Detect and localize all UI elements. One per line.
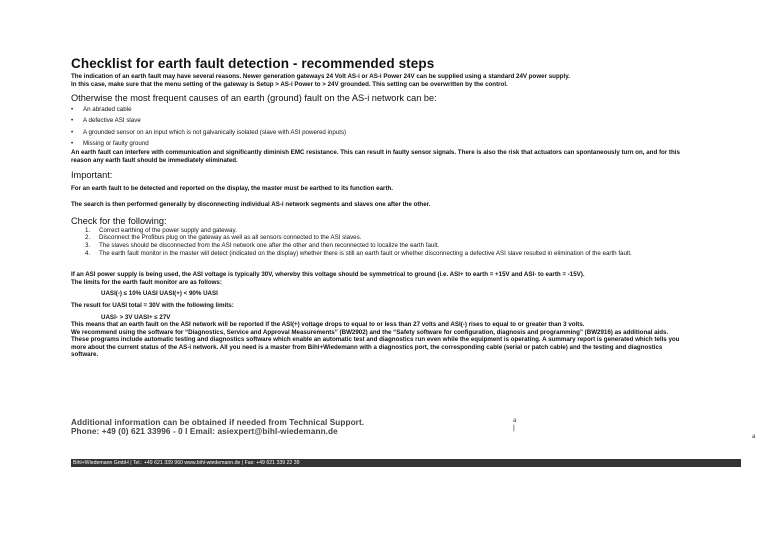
list-item — [71, 127, 741, 138]
list-item-text: A defective ASI slave — [83, 117, 141, 125]
step-text: The earth fault monitor in the master will detect (indicated on the display) whether there is still an earth fault or whether disconnecting a defective ASI slave resulted in elimination of the earth fault. — [99, 249, 632, 257]
meaning-line-2: We recommend using the software for “Diagnostics, Service and Approval Measurements” (BW2902) and the “Safety software for configuration, diagnosis and programming” (BW2916) as additional aids. — [71, 328, 669, 336]
step-number: 2. — [85, 234, 91, 242]
result-line: The result for UASI total = 30V with the following limits: — [71, 301, 234, 309]
step-text: Correct earthing of the power supply and gateway. — [99, 226, 237, 234]
list-item-text: An abraded cable — [83, 106, 132, 114]
voltage-text-2: The limits for the earth fault monitor are as follows: — [71, 278, 222, 286]
margin-mark: | — [513, 425, 515, 432]
margin-mark: a — [513, 418, 517, 424]
meaning-line-4: more about the current status of the AS-i network. All you need is a master from Bihl+Wiedemann with a diagnostics port, the corresponding cable (serial or patch cable) and the testing and diagnostics — [71, 343, 663, 351]
document-page — [71, 56, 741, 359]
important-text-1: For an earth fault to be detected and reported on the display, the master must be earthed to its function earth. — [71, 184, 394, 192]
step-text: Disconnect the Profibus plug on the gateway as well as all sensors connected to the ASI slaves. — [99, 234, 362, 242]
important-heading: Important: — [71, 169, 113, 180]
list-item — [85, 242, 741, 250]
list-item — [85, 227, 741, 235]
causes-heading: Otherwise the most frequent causes of an earth (ground) fault on the AS-i network can be: — [71, 93, 437, 104]
meaning-line-3: These programs include automatic testing and diagnostics software which enable an automatic test and diagnostics run even while the equipment is operating. A summary report is generated which tells you — [71, 336, 680, 344]
list-item-text: Missing or faulty ground — [83, 140, 149, 148]
list-item — [71, 104, 741, 115]
formula-limits: UASI(-) ≤ 10% UASI UASI(+) < 90% UASI — [101, 290, 218, 298]
step-text: The slaves should be disconnected from the ASI network one after the other and then reconnected to localize the earth fault. — [99, 241, 440, 249]
intro-line-1: The indication of an earth fault may have several reasons. Newer generation gateways 24 Volt AS-i or AS-i Power 24V can be supplied using a standard 24V power supply. — [71, 73, 570, 80]
intro-line-2: In this case, make sure that the menu setting of the gateway is Setup > AS-i Power to > 24V grounded. This setting can be overwritten by the control. — [71, 80, 508, 88]
check-heading: Check for the following: — [71, 215, 167, 226]
step-number: 3. — [85, 241, 91, 249]
page-number: a — [752, 434, 756, 440]
bullet-icon: • — [71, 128, 74, 136]
interfere-line-1: An earth fault can interfere with communication and significantly diminish EMC resistance. This can result in faulty sensor signals. There is also the risk that actuators can spontaneously turn on, and for this — [71, 149, 680, 157]
page-title: Checklist for earth fault detection - recommended steps — [71, 56, 435, 71]
meaning-line-1: This means that an earth fault on the ASI network will be reported if the ASI(+) voltage drops to equal to or less than 27 volts and ASI(-) rises to equal to or greater than 3 volts. — [71, 321, 585, 329]
meaning-line-5: software. — [71, 351, 99, 359]
step-number: 1. — [85, 226, 91, 234]
important-text-2: The search is then performed generally by disconnecting individual AS-i network segments and slaves one after the other. — [71, 201, 431, 209]
bullet-icon: • — [71, 140, 74, 148]
list-item — [85, 234, 741, 242]
support-info: Additional information can be obtained if needed from Technical Support. — [71, 418, 365, 427]
support-contact[interactable]: Phone: +49 (0) 621 33996 - 0 I Email: asiexpert@bihl-wiedemann.de — [71, 427, 338, 436]
footer-text: Bihl+Wiedemann GmbH | Tel.: +49 621 339 960 www.bihl-wiedemann.de | Fax: +49 621 339 22 39 — [73, 460, 300, 466]
causes-list — [71, 104, 741, 149]
list-item — [85, 250, 741, 258]
check-list — [71, 227, 741, 257]
list-item — [71, 138, 741, 149]
bullet-icon: • — [71, 117, 74, 125]
list-item — [71, 115, 741, 126]
voltage-text-1: If an ASI power supply is being used, the ASI voltage is typically 30V, whereby this voltage should be symmetrical to ground (i.e. ASI+ to earth = +15V and ASI- to earth = -15V). — [71, 271, 585, 279]
interfere-line-2: reason any earth fault should be immediately eliminated. — [71, 156, 238, 164]
support-block — [71, 418, 364, 436]
step-number: 4. — [85, 249, 91, 257]
list-item-text: A grounded sensor on an input which is not galvanically isolated (slave with ASI powered inputs) — [83, 128, 347, 136]
bullet-icon: • — [71, 106, 74, 114]
footer-bar — [71, 459, 741, 467]
formula-result: UASI- > 3V UASI+ ≤ 27V — [101, 313, 171, 321]
